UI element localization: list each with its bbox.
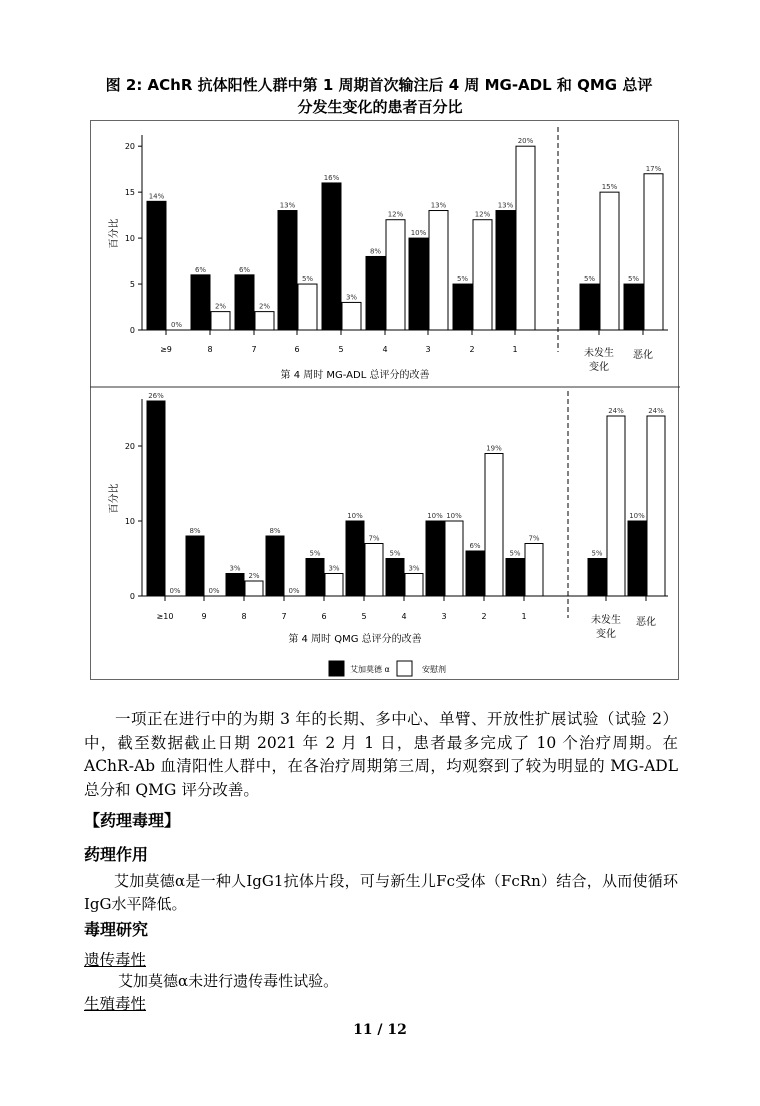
x-tick-label: 未发生 xyxy=(584,348,614,359)
figure-title-line2: 分发生变化的患者百分比 xyxy=(297,98,463,116)
bar-placebo xyxy=(516,146,535,330)
bar-placebo xyxy=(607,416,625,596)
bar-placebo xyxy=(325,574,343,597)
data-label-drug: 14% xyxy=(148,192,165,201)
bar-placebo xyxy=(429,211,448,330)
x-tick-label: 3 xyxy=(441,612,447,621)
y-axis-label: 百分比 xyxy=(109,218,120,249)
data-label-placebo: 0% xyxy=(208,587,220,595)
bar-drug xyxy=(409,238,428,330)
data-label-placebo: 3% xyxy=(408,564,420,573)
section-heading-pharmtox: 【药理毒理】 xyxy=(84,811,181,830)
bar-drug xyxy=(266,536,284,596)
data-label-placebo: 15% xyxy=(601,183,618,192)
figure-title xyxy=(0,74,760,118)
panel-qmg xyxy=(107,391,668,645)
paragraph-trial2: 一项正在进行中的为期 3 年的长期、多中心、单臂、开放性扩展试验（试验 2）中，截至数据截止日期 2021 年 2 月 1 日，患者最多完成了 10 个治疗周期。在 AChR-Ab 血清阳性人群中，在各治疗周期第三周，均观察到了较为明显的 MG-ADL 总分和 QMG 评分改善。 xyxy=(84,710,678,799)
bar-drug xyxy=(191,275,210,330)
figure-title-line1: 图 2: AChR 抗体阳性人群中第 1 周期首次输注后 4 周 MG-ADL 和 QMG 总评 xyxy=(105,76,653,94)
data-label-drug: 8% xyxy=(189,527,201,535)
bar-placebo xyxy=(485,454,503,597)
data-label-drug: 6% xyxy=(238,265,251,274)
bar-drug xyxy=(580,284,599,330)
x-tick-label: 6 xyxy=(294,345,300,354)
x-tick-label: ≥10 xyxy=(156,612,174,621)
x-tick-label: 变化 xyxy=(596,629,616,640)
x-tick-label: 4 xyxy=(382,345,388,354)
x-tick-label: 1 xyxy=(521,612,527,621)
bar-drug xyxy=(588,559,606,597)
data-label-placebo: 0% xyxy=(169,587,181,595)
data-label-placebo: 7% xyxy=(368,534,380,543)
panel-mg-adl xyxy=(107,127,668,381)
bar-placebo xyxy=(405,574,423,597)
figure-chart xyxy=(90,120,680,680)
bar-drug xyxy=(496,211,515,330)
data-label-drug: 5% xyxy=(389,549,401,558)
data-label-drug: 16% xyxy=(323,173,340,182)
data-label-drug: 13% xyxy=(279,201,296,210)
y-axis-label: 百分比 xyxy=(109,483,120,514)
data-label-placebo: 10% xyxy=(446,512,462,520)
data-label-placebo: 20% xyxy=(517,137,534,146)
bar-placebo xyxy=(298,284,317,330)
data-label-drug: 8% xyxy=(369,247,382,256)
x-tick-label: 1 xyxy=(512,345,518,354)
data-label-drug: 5% xyxy=(509,549,521,558)
bar-placebo xyxy=(445,521,463,596)
bar-placebo xyxy=(255,312,274,330)
data-label-drug: 5% xyxy=(627,275,640,284)
bar-placebo xyxy=(525,544,543,597)
y-tick-label: 10 xyxy=(124,234,135,244)
data-label-drug: 5% xyxy=(456,275,469,284)
bar-placebo xyxy=(600,192,619,330)
y-tick-label: 10 xyxy=(124,517,135,526)
data-label-placebo: 24% xyxy=(608,407,624,415)
bar-drug xyxy=(186,536,204,596)
subheading-toxicology: 毒理研究 xyxy=(84,920,149,939)
data-label-drug: 5% xyxy=(583,275,596,284)
subheading-genotoxicity: 遗传毒性 xyxy=(84,951,147,969)
bar-placebo xyxy=(386,220,405,330)
x-tick-label: 8 xyxy=(207,345,213,354)
data-label-placebo: 5% xyxy=(301,275,314,284)
bar-placebo xyxy=(342,302,361,330)
data-label-placebo: 19% xyxy=(486,444,502,453)
legend-drug-swatch xyxy=(329,661,344,676)
y-tick-label: 0 xyxy=(129,592,135,601)
x-tick-label: 恶化 xyxy=(633,350,653,361)
legend xyxy=(329,661,446,676)
bar-drug xyxy=(147,201,166,330)
bar-drug xyxy=(624,284,643,330)
bar-placebo xyxy=(211,312,230,330)
data-label-drug: 6% xyxy=(194,265,207,274)
x-tick-label: 5 xyxy=(338,345,344,354)
bar-placebo xyxy=(644,174,663,330)
bar-drug xyxy=(147,401,165,596)
data-label-placebo: 7% xyxy=(528,534,540,543)
bar-drug xyxy=(628,521,646,596)
bar-drug xyxy=(346,521,364,596)
data-label-placebo: 17% xyxy=(645,164,662,173)
bar-placebo xyxy=(365,544,383,597)
bar-placebo xyxy=(647,416,665,596)
data-label-placebo: 3% xyxy=(328,564,340,573)
x-tick-label: 5 xyxy=(361,612,367,621)
x-tick-label: 8 xyxy=(241,612,247,621)
x-tick-label: 7 xyxy=(251,345,257,354)
data-label-drug: 10% xyxy=(427,512,443,520)
data-label-drug: 8% xyxy=(269,527,281,535)
data-label-drug: 13% xyxy=(497,201,514,210)
bar-drug xyxy=(322,183,341,330)
bar-drug xyxy=(453,284,472,330)
x-tick-label: 恶化 xyxy=(636,617,656,628)
legend-drug-label: 艾加莫德 α xyxy=(350,665,390,674)
data-label-drug: 6% xyxy=(469,542,481,550)
x-tick-label: 9 xyxy=(201,612,207,621)
data-label-placebo: 13% xyxy=(430,201,447,210)
data-label-drug: 5% xyxy=(591,549,603,558)
x-tick-label: 2 xyxy=(481,612,487,621)
y-tick-label: 0 xyxy=(129,326,135,335)
y-tick-label: 15 xyxy=(124,188,135,198)
x-tick-label: 变化 xyxy=(589,362,609,373)
data-label-placebo: 3% xyxy=(345,293,358,302)
x-tick-label: 4 xyxy=(401,612,407,621)
data-label-placebo: 0% xyxy=(288,587,300,595)
legend-placebo-swatch xyxy=(397,661,412,676)
bar-drug xyxy=(278,211,297,330)
bar-drug xyxy=(466,551,484,596)
x-tick-label: ≥9 xyxy=(160,345,172,354)
data-label-placebo: 2% xyxy=(258,302,271,311)
data-label-placebo: 0% xyxy=(170,321,183,329)
paragraph-mechanism: 艾加莫德α是一种人IgG1抗体片段，可与新生儿Fc受体（FcRn）结合，从而使循环IgG水平降低。 xyxy=(84,872,678,913)
x-axis-label: 第 4 周时 MG-ADL 总评分的改善 xyxy=(280,370,430,381)
bar-drug xyxy=(426,521,444,596)
data-label-drug: 10% xyxy=(410,229,427,238)
x-tick-label: 6 xyxy=(321,612,327,621)
subheading-pharmacology: 药理作用 xyxy=(84,845,149,864)
legend-placebo-label: 安慰剂 xyxy=(422,665,446,674)
data-label-placebo: 2% xyxy=(214,302,227,311)
data-label-drug: 10% xyxy=(347,512,363,520)
y-tick-label: 5 xyxy=(129,280,135,290)
data-label-drug: 10% xyxy=(629,512,645,520)
data-label-drug: 26% xyxy=(148,392,164,400)
data-label-placebo: 24% xyxy=(648,407,664,415)
x-tick-label: 7 xyxy=(281,612,287,621)
x-tick-label: 3 xyxy=(425,345,431,354)
data-label-drug: 3% xyxy=(229,564,241,573)
x-tick-label: 未发生 xyxy=(591,615,621,626)
bar-drug xyxy=(235,275,254,330)
data-label-placebo: 12% xyxy=(387,210,404,219)
bar-drug xyxy=(366,256,385,330)
bar-drug xyxy=(306,559,324,597)
page-number: 11 / 12 xyxy=(353,1022,407,1038)
y-tick-label: 20 xyxy=(124,142,135,152)
y-tick-label: 20 xyxy=(124,442,135,451)
data-label-placebo: 12% xyxy=(474,210,491,219)
paragraph-genotoxicity: 艾加莫德α未进行遗传毒性试验。 xyxy=(118,972,339,990)
bar-drug xyxy=(386,559,404,597)
bar-drug xyxy=(506,559,524,597)
bar-drug xyxy=(226,574,244,597)
subheading-reproductive-toxicity: 生殖毒性 xyxy=(84,995,147,1013)
x-axis-label: 第 4 周时 QMG 总评分的改善 xyxy=(288,634,422,645)
x-tick-label: 2 xyxy=(469,345,475,354)
bar-placebo xyxy=(473,220,492,330)
data-label-placebo: 2% xyxy=(248,572,260,580)
bar-placebo xyxy=(245,581,263,596)
data-label-drug: 5% xyxy=(309,549,321,558)
